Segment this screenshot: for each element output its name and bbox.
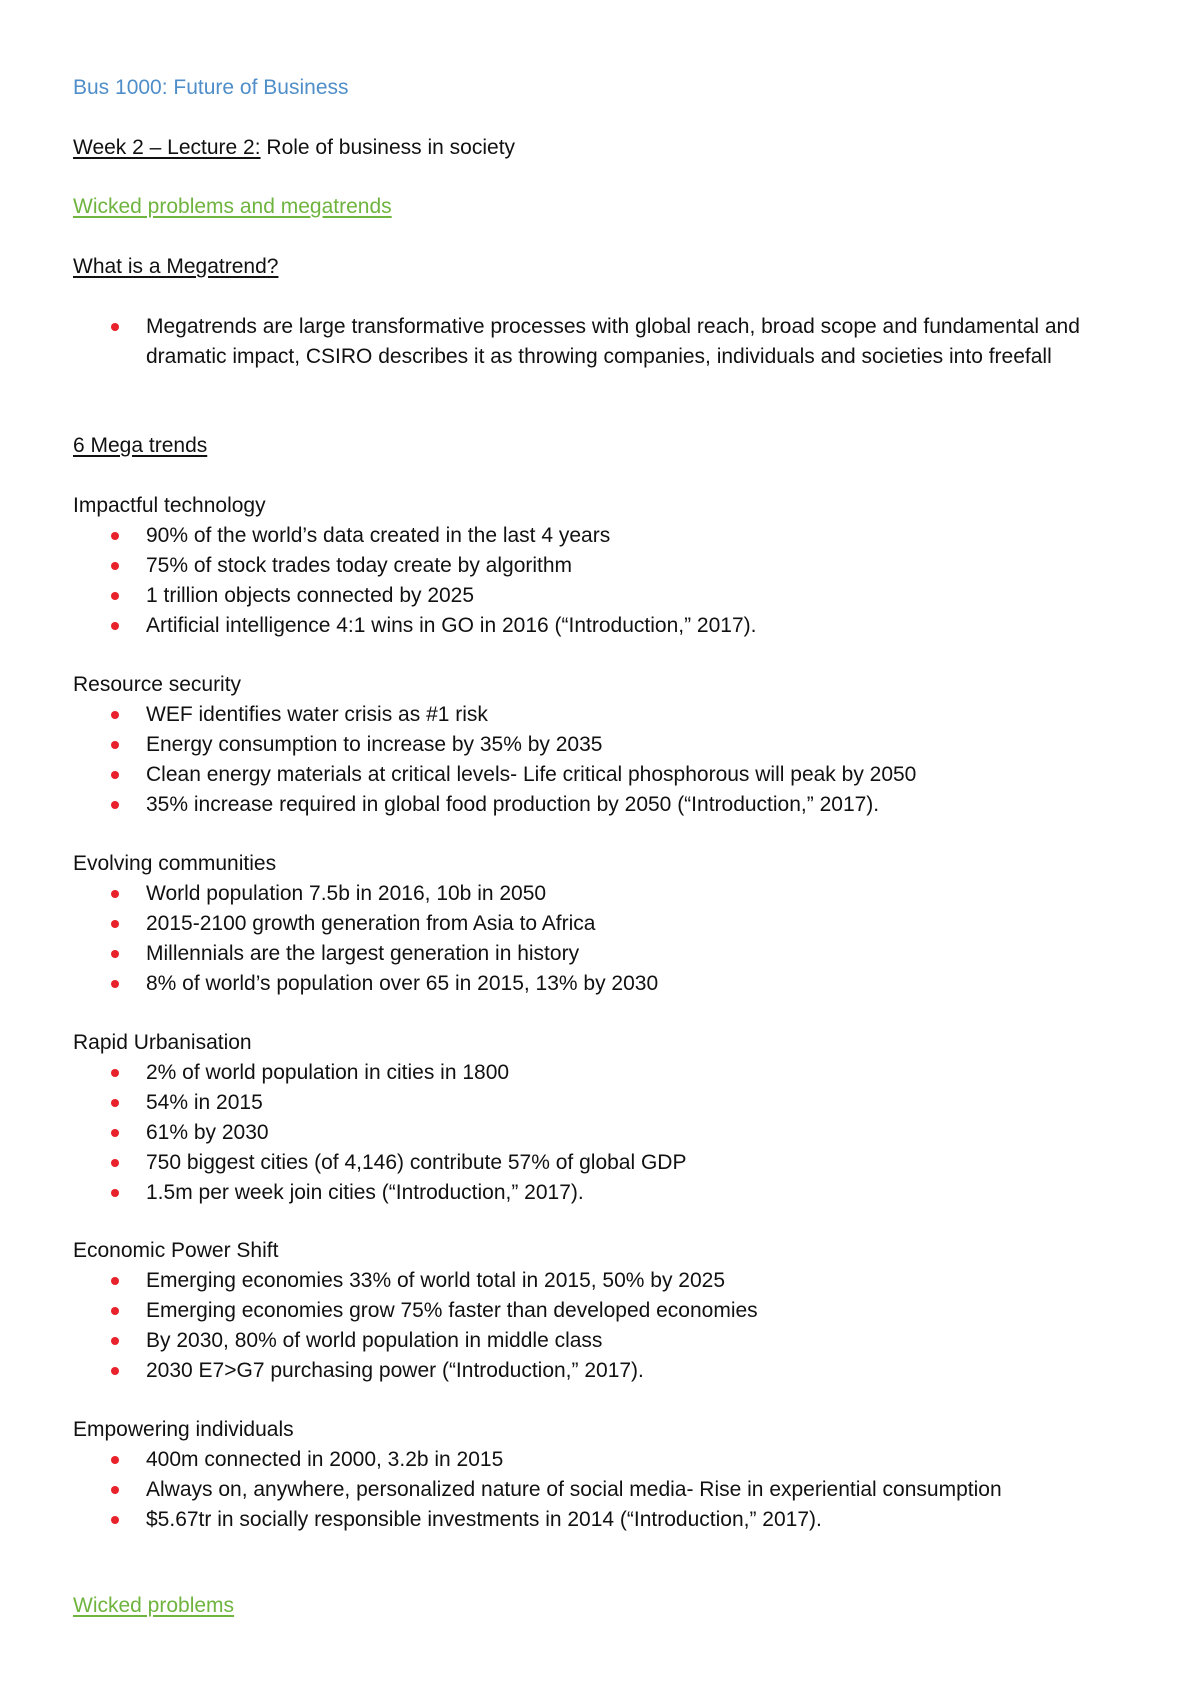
section-title: Resource security: [73, 673, 242, 696]
megatrend-definition: [73, 312, 1110, 372]
wicked-problems-heading: Wicked problems: [73, 1594, 235, 1617]
bullet-list: [73, 1058, 1140, 1208]
list-item: 400m connected in 2000, 3.2b in 2015: [73, 1445, 1140, 1475]
section-title: Evolving communities: [73, 852, 277, 875]
list-item: 90% of the world’s data created in the last 4 years: [73, 521, 1140, 551]
list-item: By 2030, 80% of world population in middle class: [73, 1326, 1140, 1356]
what-is-megatrend-heading: What is a Megatrend?: [73, 255, 279, 278]
list-item: 750 biggest cities (of 4,146) contribute 57% of global GDP: [73, 1148, 1140, 1178]
what-is-megatrend-heading-wrap: [73, 252, 1140, 282]
section-title: Impactful technology: [73, 494, 266, 517]
wicked-megatrends-heading: Wicked problems and megatrends: [73, 195, 392, 218]
wicked-megatrends-heading-wrap: [73, 192, 1140, 222]
week-label: Week 2 – Lecture 2:: [73, 136, 261, 159]
list-item: Always on, anywhere, personalized nature of social media- Rise in experiential consumption: [73, 1475, 1140, 1505]
list-item: 1.5m per week join cities (“Introduction,” 2017).: [73, 1178, 1140, 1208]
list-item: 2% of world population in cities in 1800: [73, 1058, 1140, 1088]
section-rapid-urbanisation: [73, 1028, 1140, 1208]
list-item: World population 7.5b in 2016, 10b in 2050: [73, 879, 1140, 909]
bullet-list: [73, 521, 1140, 641]
list-item: 61% by 2030: [73, 1118, 1140, 1148]
section-title: Empowering individuals: [73, 1418, 294, 1441]
list-item: Millennials are the largest generation in history: [73, 939, 1140, 969]
six-megatrends-heading: 6 Mega trends: [73, 434, 208, 457]
section-resource-security: [73, 670, 1140, 820]
list-item: 2030 E7>G7 purchasing power (“Introduction,” 2017).: [73, 1356, 1140, 1386]
list-item: Megatrends are large transformative processes with global reach, broad scope and fundamental and dramatic impact, CSIRO describes it as throwing companies, individuals and societies into freefall: [73, 312, 1110, 372]
list-item: 8% of world’s population over 65 in 2015, 13% by 2030: [73, 969, 1140, 999]
bullet-list: [73, 879, 1140, 999]
list-item: $5.67tr in socially responsible investments in 2014 (“Introduction,” 2017).: [73, 1505, 1140, 1535]
list-item: 1 trillion objects connected by 2025: [73, 581, 1140, 611]
course-title: Bus 1000: Future of Business: [73, 76, 349, 99]
lecture-topic: Role of business in society: [260, 136, 516, 159]
list-item: 35% increase required in global food production by 2050 (“Introduction,” 2017).: [73, 790, 1140, 820]
list-item: 54% in 2015: [73, 1088, 1140, 1118]
section-empowering-individuals: [73, 1415, 1140, 1535]
section-economic-power-shift: [73, 1236, 1140, 1386]
list-item: 75% of stock trades today create by algorithm: [73, 551, 1140, 581]
bullet-list: [73, 1266, 1140, 1386]
list-item: 2015-2100 growth generation from Asia to Africa: [73, 909, 1140, 939]
six-megatrends-heading-wrap: [73, 431, 1140, 461]
wicked-problems-heading-wrap: [73, 1591, 1140, 1621]
bullet-list: [73, 1445, 1140, 1535]
list-item: Energy consumption to increase by 35% by 2035: [73, 730, 1140, 760]
section-title: Economic Power Shift: [73, 1239, 279, 1262]
list-item: Artificial intelligence 4:1 wins in GO in 2016 (“Introduction,” 2017).: [73, 611, 1140, 641]
list-item: Emerging economies 33% of world total in 2015, 50% by 2025: [73, 1266, 1140, 1296]
list-item: Clean energy materials at critical levels- Life critical phosphorous will peak by 2050: [73, 760, 1140, 790]
section-evolving-communities: [73, 849, 1140, 999]
section-impactful-technology: [73, 491, 1140, 641]
bullet-list: [73, 700, 1140, 820]
definition-list: [73, 312, 1110, 372]
list-item: Emerging economies grow 75% faster than developed economies: [73, 1296, 1140, 1326]
list-item: WEF identifies water crisis as #1 risk: [73, 700, 1140, 730]
lecture-heading: [73, 133, 1140, 163]
section-title: Rapid Urbanisation: [73, 1031, 252, 1054]
